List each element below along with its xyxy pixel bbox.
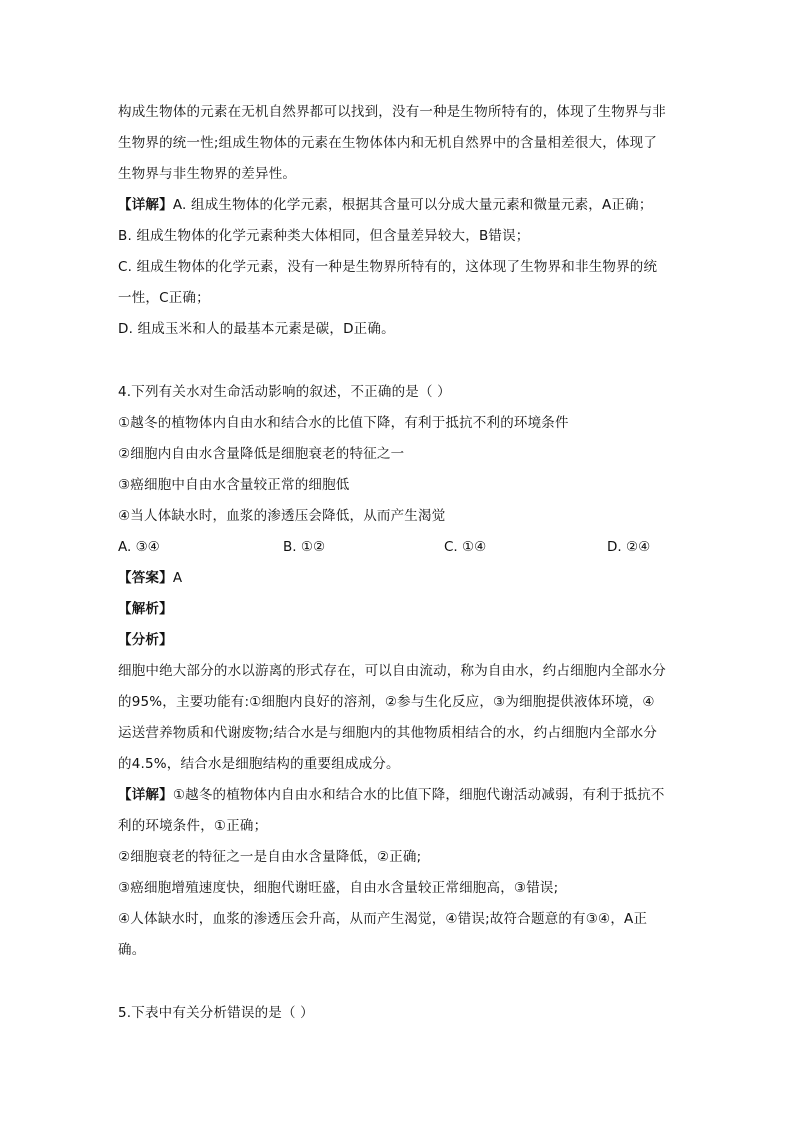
intro-line-3: 生物界与非生物界的差异性。 <box>118 166 297 182</box>
q4-detail-line-3: ②细胞衰老的特征之一是自由水含量降低，②正确; <box>118 849 422 865</box>
intro-line-2: 生物界的统一性;组成生物体的元素在生物体体内和无机自然界中的含量相差很大，体现了 <box>118 135 658 151</box>
intro-line-1: 构成生物体的元素在无机自然界都可以找到，没有一种是生物所特有的，体现了生物界与非 <box>118 104 666 120</box>
q4-item-2: ②细胞内自由水含量降低是细胞衰老的特征之一 <box>118 446 405 462</box>
q4-detail-line-2: 利的环境条件，①正确； <box>118 818 268 834</box>
q4-option-a: A. ③④ <box>118 539 160 555</box>
q4-item-3: ③癌细胞中自由水含量较正常的细胞低 <box>118 477 350 493</box>
q3-detail-tag: 【详解】 <box>118 197 173 213</box>
answer-value: A <box>172 570 183 586</box>
q3-detail-line-1: 【详解】A. 组成生物体的化学元素，根据其含量可以分成大量元素和微量元素，A正确； <box>118 197 653 213</box>
fenxi-line-4: 的4.5%，结合水是细胞结构的重要组成成分。 <box>118 756 400 772</box>
q4-detail-line-5: ④人体缺水时，血浆的渗透压会升高，从而产生渴觉，④错误;故符合题意的有③④，A正 <box>118 911 648 927</box>
fenxi-line-3: 运送营养物质和代谢废物;结合水是与细胞内的其他物质相结合的水，约占细胞内全部水分 <box>118 725 658 741</box>
q3-detail-line-2: B. 组成生物体的化学元素种类大体相同，但含量差异较大，B错误； <box>118 228 530 244</box>
q3-detail-line-4: 一性，C正确； <box>118 290 210 306</box>
q4-answer <box>118 569 182 587</box>
q5-stem: 5.下表中有关分析错误的是（ ） <box>118 1005 314 1021</box>
q4-detail-line-6: 确。 <box>118 942 146 958</box>
q4-detail-tag: 【详解】 <box>118 787 173 803</box>
q4-option-c: C. ①④ <box>444 539 487 555</box>
analysis-tag: 【解析】 <box>118 601 173 617</box>
answer-tag: 【答案】 <box>118 570 173 586</box>
q4-detail-line-1: 【详解】①越冬的植物体内自由水和结合水的比值下降，细胞代谢活动减弱，有利于抵抗不 <box>118 787 665 803</box>
fenxi-tag: 【分析】 <box>118 632 173 648</box>
q3-detail-line-3: C. 组成生物体的化学元素，没有一种是生物界所特有的，这体现了生物界和非生物界的统 <box>118 259 658 275</box>
q4-item-1: ①越冬的植物体内自由水和结合水的比值下降，有利于抵抗不利的环境条件 <box>118 415 569 431</box>
q4-stem: 4.下列有关水对生命活动影响的叙述，不正确的是（ ） <box>118 384 451 400</box>
q3-detail-line-5: D. 组成玉米和人的最基本元素是碳，D正确。 <box>118 321 395 337</box>
q4-detail-line-4: ③癌细胞增殖速度快，细胞代谢旺盛，自由水含量较正常细胞高，③错误; <box>118 880 559 896</box>
q4-option-d: D. ②④ <box>607 539 651 555</box>
q4-option-b: B. ①② <box>283 539 326 555</box>
fenxi-line-2: 的95%，主要功能有:①细胞内良好的溶剂，②参与生化反应，③为细胞提供液体环境，④ <box>118 694 655 710</box>
fenxi-line-1: 细胞中绝大部分的水以游离的形式存在，可以自由流动，称为自由水，约占细胞内全部水分 <box>118 663 666 679</box>
q4-item-4: ④当人体缺水时，血浆的渗透压会降低，从而产生渴觉 <box>118 508 446 524</box>
